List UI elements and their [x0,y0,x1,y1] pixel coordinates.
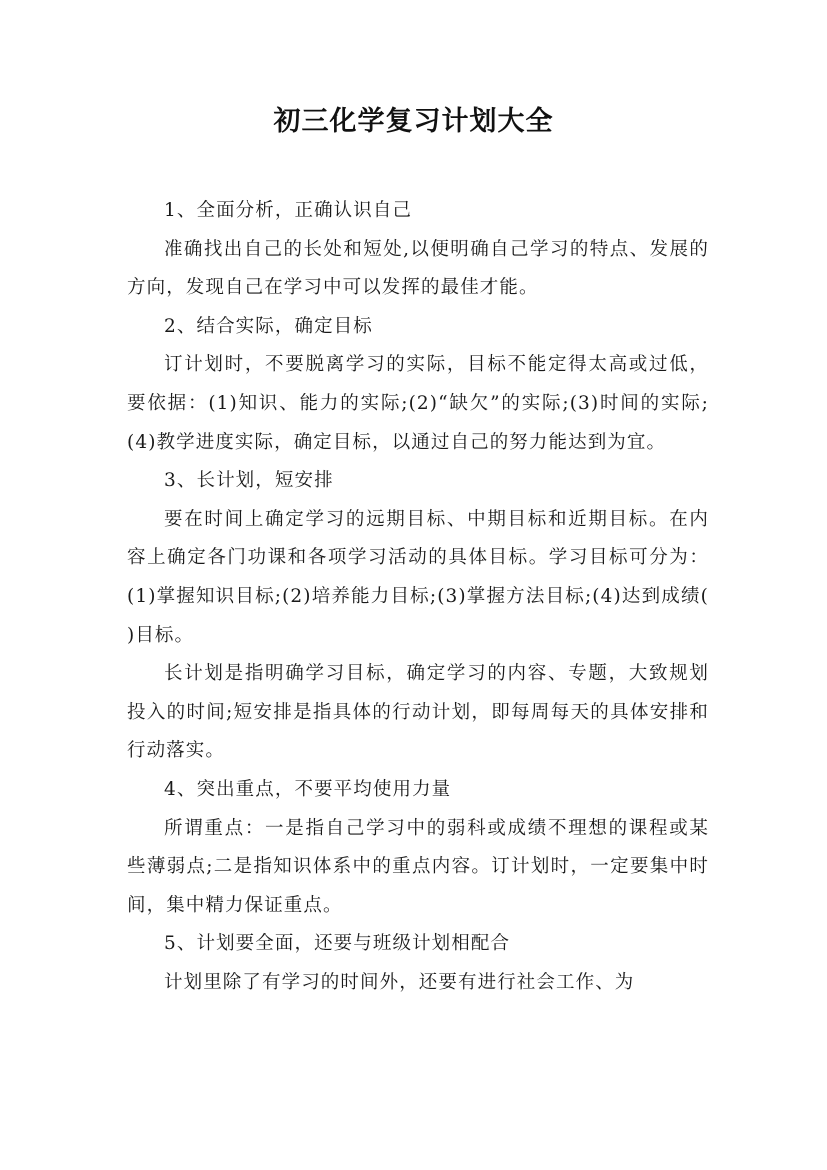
section-heading-4: 4、突出重点，不要平均使用力量 [164,778,452,800]
section-heading-1: 1、全面分析，正确认识自己 [164,200,413,221]
paragraph: 长计划是指明确学习目标，确定学习的内容、专题，大致规划投入的时间;短安排是指具体的行动计划，即每周每天的具体安排和行动落实。 [127,663,709,762]
section-heading-3: 3、长计划，短安排 [164,470,334,492]
paragraph: 订计划时，不要脱离学习的实际，目标不能定得太高或过低，要依据：(1)知识、能力的实际;(2)“缺欠”的实际;(3)时间的实际;(4)教学进度实际，确定目标，以通过自己的努力能达到为宜。 [127,354,709,453]
section-heading-2: 2、结合实际，确定目标 [164,315,373,337]
paragraph: 准确找出自己的长处和短处,以便明确自己学习的特点、发展的方向，发现自己在学习中可以发挥的最佳才能。 [127,238,709,299]
document-title: 初三化学复习计划大全 [273,106,554,137]
paragraph: 所谓重点：一是指自己学习中的弱科或成绩不理想的课程或某些薄弱点;二是指知识体系中的重点内容。订计划时，一定要集中时间，集中精力保证重点。 [127,817,709,916]
document-body [127,192,709,1002]
paragraph: 要在时间上确定学习的远期目标、中期目标和近期目标。在内容上确定各门功课和各项学习活动的具体目标。学习目标可分为：(1)掌握知识目标;(2)培养能力目标;(3)掌握方法目标;(4)达到成绩( )目标。 [127,508,709,646]
section-heading-5: 5、计划要全面，还要与班级计划相配合 [164,933,511,955]
paragraph: 计划里除了有学习的时间外，还要有进行社会工作、为 [164,971,635,993]
